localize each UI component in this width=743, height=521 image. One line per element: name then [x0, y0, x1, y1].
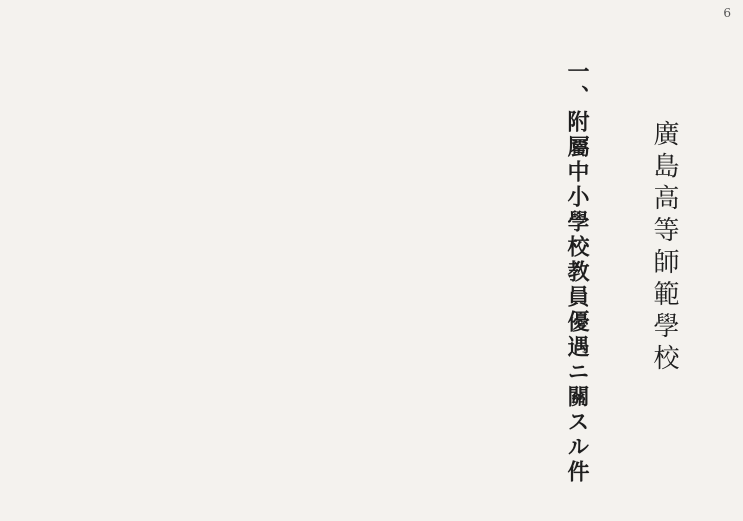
page-number: 6 — [723, 6, 731, 20]
page-title: 一、附屬中小學校教員優遇ニ關スル件 — [564, 60, 590, 485]
institution-name: 廣島高等師範學校 — [649, 120, 679, 376]
